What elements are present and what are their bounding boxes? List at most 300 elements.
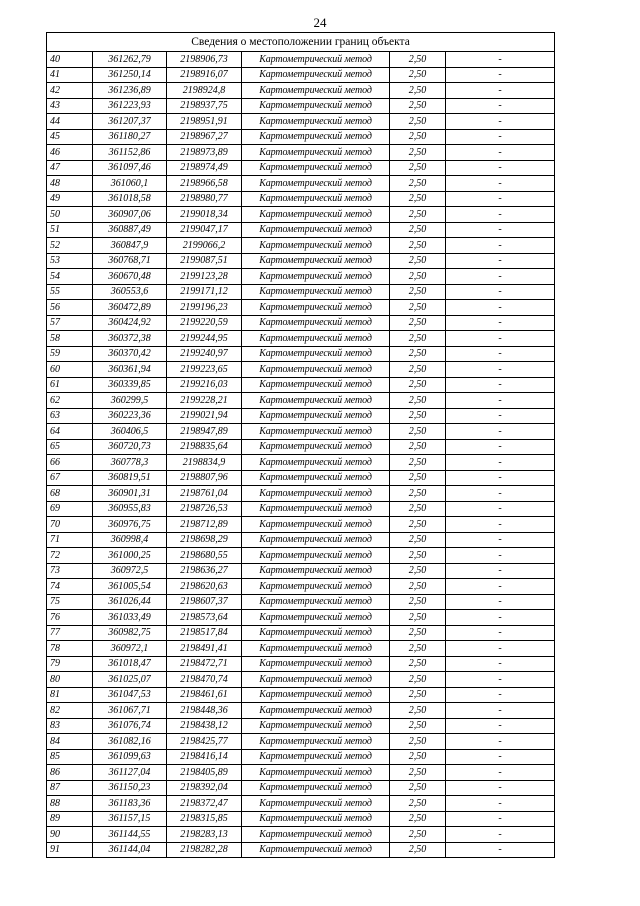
method-cell: Картометрический метод xyxy=(242,284,390,300)
x-coordinate-cell: 361097,46 xyxy=(93,160,167,176)
table-row xyxy=(47,315,555,331)
accuracy-cell: 2,50 xyxy=(390,718,446,734)
x-coordinate-cell: 360847,9 xyxy=(93,238,167,254)
point-number-cell: 85 xyxy=(47,749,93,765)
x-coordinate-cell: 360670,48 xyxy=(93,269,167,285)
description-cell: - xyxy=(446,517,555,533)
x-coordinate-cell: 361076,74 xyxy=(93,718,167,734)
x-coordinate-cell: 361018,47 xyxy=(93,656,167,672)
x-coordinate-cell: 360223,36 xyxy=(93,408,167,424)
point-number-cell: 83 xyxy=(47,718,93,734)
description-cell: - xyxy=(446,377,555,393)
table-row xyxy=(47,331,555,347)
method-cell: Картометрический метод xyxy=(242,501,390,517)
point-number-cell: 46 xyxy=(47,145,93,161)
y-coordinate-cell: 2198282,28 xyxy=(167,842,242,858)
x-coordinate-cell: 360339,85 xyxy=(93,377,167,393)
description-cell: - xyxy=(446,594,555,610)
table-row xyxy=(47,284,555,300)
description-cell: - xyxy=(446,734,555,750)
description-cell: - xyxy=(446,331,555,347)
point-number-cell: 81 xyxy=(47,687,93,703)
method-cell: Картометрический метод xyxy=(242,67,390,83)
description-cell: - xyxy=(446,145,555,161)
table-row xyxy=(47,52,555,68)
method-cell: Картометрический метод xyxy=(242,672,390,688)
table-row xyxy=(47,796,555,812)
description-cell: - xyxy=(446,656,555,672)
y-coordinate-cell: 2198726,53 xyxy=(167,501,242,517)
x-coordinate-cell: 361152,86 xyxy=(93,145,167,161)
table-row xyxy=(47,625,555,641)
description-cell: - xyxy=(446,641,555,657)
y-coordinate-cell: 2199196,23 xyxy=(167,300,242,316)
accuracy-cell: 2,50 xyxy=(390,765,446,781)
description-cell: - xyxy=(446,408,555,424)
method-cell: Картометрический метод xyxy=(242,842,390,858)
accuracy-cell: 2,50 xyxy=(390,827,446,843)
accuracy-cell: 2,50 xyxy=(390,176,446,192)
x-coordinate-cell: 360901,31 xyxy=(93,486,167,502)
y-coordinate-cell: 2198807,96 xyxy=(167,470,242,486)
accuracy-cell: 2,50 xyxy=(390,393,446,409)
point-number-cell: 63 xyxy=(47,408,93,424)
y-coordinate-cell: 2198315,85 xyxy=(167,811,242,827)
description-cell: - xyxy=(446,238,555,254)
x-coordinate-cell: 360372,38 xyxy=(93,331,167,347)
y-coordinate-cell: 2198980,77 xyxy=(167,191,242,207)
x-coordinate-cell: 360553,6 xyxy=(93,284,167,300)
y-coordinate-cell: 2198620,63 xyxy=(167,579,242,595)
x-coordinate-cell: 360299,5 xyxy=(93,393,167,409)
method-cell: Картометрический метод xyxy=(242,377,390,393)
point-number-cell: 89 xyxy=(47,811,93,827)
point-number-cell: 80 xyxy=(47,672,93,688)
method-cell: Картометрический метод xyxy=(242,517,390,533)
point-number-cell: 44 xyxy=(47,114,93,130)
point-number-cell: 88 xyxy=(47,796,93,812)
method-cell: Картометрический метод xyxy=(242,176,390,192)
y-coordinate-cell: 2198472,71 xyxy=(167,656,242,672)
table-row xyxy=(47,842,555,858)
table-row xyxy=(47,145,555,161)
table-row xyxy=(47,238,555,254)
accuracy-cell: 2,50 xyxy=(390,83,446,99)
table-row xyxy=(47,393,555,409)
table-row xyxy=(47,687,555,703)
table-row xyxy=(47,129,555,145)
x-coordinate-cell: 361262,79 xyxy=(93,52,167,68)
table-row xyxy=(47,346,555,362)
x-coordinate-cell: 361180,27 xyxy=(93,129,167,145)
x-coordinate-cell: 361144,04 xyxy=(93,842,167,858)
accuracy-cell: 2,50 xyxy=(390,610,446,626)
accuracy-cell: 2,50 xyxy=(390,749,446,765)
table-row xyxy=(47,579,555,595)
method-cell: Картометрический метод xyxy=(242,346,390,362)
description-cell: - xyxy=(446,687,555,703)
table-row xyxy=(47,703,555,719)
x-coordinate-cell: 361127,04 xyxy=(93,765,167,781)
accuracy-cell: 2,50 xyxy=(390,796,446,812)
description-cell: - xyxy=(446,315,555,331)
table-row xyxy=(47,610,555,626)
point-number-cell: 43 xyxy=(47,98,93,114)
table-row xyxy=(47,672,555,688)
description-cell: - xyxy=(446,160,555,176)
x-coordinate-cell: 360406,5 xyxy=(93,424,167,440)
description-cell: - xyxy=(446,610,555,626)
description-cell: - xyxy=(446,114,555,130)
point-number-cell: 74 xyxy=(47,579,93,595)
x-coordinate-cell: 360907,06 xyxy=(93,207,167,223)
table-row xyxy=(47,67,555,83)
method-cell: Картометрический метод xyxy=(242,703,390,719)
y-coordinate-cell: 2198947,89 xyxy=(167,424,242,440)
accuracy-cell: 2,50 xyxy=(390,114,446,130)
y-coordinate-cell: 2199240,97 xyxy=(167,346,242,362)
point-number-cell: 49 xyxy=(47,191,93,207)
method-cell: Картометрический метод xyxy=(242,331,390,347)
table-row xyxy=(47,362,555,378)
x-coordinate-cell: 361236,89 xyxy=(93,83,167,99)
accuracy-cell: 2,50 xyxy=(390,67,446,83)
description-cell: - xyxy=(446,796,555,812)
accuracy-cell: 2,50 xyxy=(390,284,446,300)
table-row xyxy=(47,207,555,223)
point-number-cell: 70 xyxy=(47,517,93,533)
table-row xyxy=(47,408,555,424)
point-number-cell: 50 xyxy=(47,207,93,223)
x-coordinate-cell: 360982,75 xyxy=(93,625,167,641)
method-cell: Картометрический метод xyxy=(242,563,390,579)
accuracy-cell: 2,50 xyxy=(390,734,446,750)
table-row xyxy=(47,470,555,486)
method-cell: Картометрический метод xyxy=(242,300,390,316)
method-cell: Картометрический метод xyxy=(242,222,390,238)
x-coordinate-cell: 361067,71 xyxy=(93,703,167,719)
x-coordinate-cell: 361060,1 xyxy=(93,176,167,192)
point-number-cell: 64 xyxy=(47,424,93,440)
table-row xyxy=(47,656,555,672)
description-cell: - xyxy=(446,579,555,595)
description-cell: - xyxy=(446,98,555,114)
accuracy-cell: 2,50 xyxy=(390,160,446,176)
description-cell: - xyxy=(446,362,555,378)
table-row xyxy=(47,424,555,440)
x-coordinate-cell: 360972,5 xyxy=(93,563,167,579)
table-row xyxy=(47,83,555,99)
method-cell: Картометрический метод xyxy=(242,594,390,610)
accuracy-cell: 2,50 xyxy=(390,625,446,641)
x-coordinate-cell: 360819,51 xyxy=(93,470,167,486)
point-number-cell: 87 xyxy=(47,780,93,796)
accuracy-cell: 2,50 xyxy=(390,191,446,207)
description-cell: - xyxy=(446,842,555,858)
description-cell: - xyxy=(446,811,555,827)
point-number-cell: 61 xyxy=(47,377,93,393)
accuracy-cell: 2,50 xyxy=(390,315,446,331)
description-cell: - xyxy=(446,207,555,223)
boundary-coordinates-table xyxy=(46,32,555,858)
method-cell: Картометрический метод xyxy=(242,641,390,657)
x-coordinate-cell: 360998,4 xyxy=(93,532,167,548)
y-coordinate-cell: 2198438,12 xyxy=(167,718,242,734)
x-coordinate-cell: 360370,42 xyxy=(93,346,167,362)
accuracy-cell: 2,50 xyxy=(390,222,446,238)
table-row xyxy=(47,377,555,393)
description-cell: - xyxy=(446,176,555,192)
y-coordinate-cell: 2198974,49 xyxy=(167,160,242,176)
point-number-cell: 57 xyxy=(47,315,93,331)
method-cell: Картометрический метод xyxy=(242,253,390,269)
y-coordinate-cell: 2198448,36 xyxy=(167,703,242,719)
table-row xyxy=(47,222,555,238)
method-cell: Картометрический метод xyxy=(242,129,390,145)
point-number-cell: 72 xyxy=(47,548,93,564)
method-cell: Картометрический метод xyxy=(242,439,390,455)
y-coordinate-cell: 2199087,51 xyxy=(167,253,242,269)
accuracy-cell: 2,50 xyxy=(390,501,446,517)
table-body xyxy=(47,52,555,858)
point-number-cell: 40 xyxy=(47,52,93,68)
y-coordinate-cell: 2198966,58 xyxy=(167,176,242,192)
accuracy-cell: 2,50 xyxy=(390,579,446,595)
description-cell: - xyxy=(446,780,555,796)
method-cell: Картометрический метод xyxy=(242,796,390,812)
y-coordinate-cell: 2198607,37 xyxy=(167,594,242,610)
description-cell: - xyxy=(446,346,555,362)
table-row xyxy=(47,114,555,130)
y-coordinate-cell: 2198573,64 xyxy=(167,610,242,626)
table-row xyxy=(47,734,555,750)
x-coordinate-cell: 361207,37 xyxy=(93,114,167,130)
y-coordinate-cell: 2199066,2 xyxy=(167,238,242,254)
accuracy-cell: 2,50 xyxy=(390,207,446,223)
point-number-cell: 82 xyxy=(47,703,93,719)
table-row xyxy=(47,269,555,285)
method-cell: Картометрический метод xyxy=(242,718,390,734)
description-cell: - xyxy=(446,718,555,734)
point-number-cell: 48 xyxy=(47,176,93,192)
method-cell: Картометрический метод xyxy=(242,408,390,424)
y-coordinate-cell: 2198973,89 xyxy=(167,145,242,161)
table-row xyxy=(47,455,555,471)
accuracy-cell: 2,50 xyxy=(390,377,446,393)
method-cell: Картометрический метод xyxy=(242,160,390,176)
x-coordinate-cell: 361082,16 xyxy=(93,734,167,750)
accuracy-cell: 2,50 xyxy=(390,145,446,161)
description-cell: - xyxy=(446,486,555,502)
description-cell: - xyxy=(446,532,555,548)
x-coordinate-cell: 361000,25 xyxy=(93,548,167,564)
table-row xyxy=(47,563,555,579)
method-cell: Картометрический метод xyxy=(242,579,390,595)
table-row xyxy=(47,253,555,269)
x-coordinate-cell: 360955,83 xyxy=(93,501,167,517)
y-coordinate-cell: 2199171,12 xyxy=(167,284,242,300)
accuracy-cell: 2,50 xyxy=(390,98,446,114)
x-coordinate-cell: 361026,44 xyxy=(93,594,167,610)
table-row xyxy=(47,517,555,533)
point-number-cell: 47 xyxy=(47,160,93,176)
accuracy-cell: 2,50 xyxy=(390,842,446,858)
description-cell: - xyxy=(446,393,555,409)
y-coordinate-cell: 2198283,13 xyxy=(167,827,242,843)
method-cell: Картометрический метод xyxy=(242,749,390,765)
y-coordinate-cell: 2198425,77 xyxy=(167,734,242,750)
method-cell: Картометрический метод xyxy=(242,656,390,672)
description-cell: - xyxy=(446,300,555,316)
accuracy-cell: 2,50 xyxy=(390,672,446,688)
method-cell: Картометрический метод xyxy=(242,191,390,207)
x-coordinate-cell: 361099,63 xyxy=(93,749,167,765)
point-number-cell: 91 xyxy=(47,842,93,858)
x-coordinate-cell: 360972,1 xyxy=(93,641,167,657)
table-row xyxy=(47,641,555,657)
description-cell: - xyxy=(446,52,555,68)
description-cell: - xyxy=(446,222,555,238)
x-coordinate-cell: 361144,55 xyxy=(93,827,167,843)
description-cell: - xyxy=(446,269,555,285)
table-title: Сведения о местоположении границ объекта xyxy=(47,33,555,52)
method-cell: Картометрический метод xyxy=(242,470,390,486)
table-row xyxy=(47,176,555,192)
y-coordinate-cell: 2199047,17 xyxy=(167,222,242,238)
method-cell: Картометрический метод xyxy=(242,765,390,781)
x-coordinate-cell: 360768,71 xyxy=(93,253,167,269)
table-row xyxy=(47,827,555,843)
description-cell: - xyxy=(446,67,555,83)
y-coordinate-cell: 2198951,91 xyxy=(167,114,242,130)
method-cell: Картометрический метод xyxy=(242,811,390,827)
x-coordinate-cell: 360472,89 xyxy=(93,300,167,316)
table-row xyxy=(47,548,555,564)
y-coordinate-cell: 2198405,89 xyxy=(167,765,242,781)
table-row xyxy=(47,300,555,316)
point-number-cell: 77 xyxy=(47,625,93,641)
point-number-cell: 66 xyxy=(47,455,93,471)
y-coordinate-cell: 2198924,8 xyxy=(167,83,242,99)
accuracy-cell: 2,50 xyxy=(390,52,446,68)
method-cell: Картометрический метод xyxy=(242,114,390,130)
accuracy-cell: 2,50 xyxy=(390,253,446,269)
table-row xyxy=(47,501,555,517)
point-number-cell: 52 xyxy=(47,238,93,254)
point-number-cell: 51 xyxy=(47,222,93,238)
y-coordinate-cell: 2198680,55 xyxy=(167,548,242,564)
x-coordinate-cell: 360361,94 xyxy=(93,362,167,378)
method-cell: Картометрический метод xyxy=(242,315,390,331)
table-row xyxy=(47,532,555,548)
y-coordinate-cell: 2198835,64 xyxy=(167,439,242,455)
table-row xyxy=(47,594,555,610)
x-coordinate-cell: 360424,92 xyxy=(93,315,167,331)
y-coordinate-cell: 2198517,84 xyxy=(167,625,242,641)
accuracy-cell: 2,50 xyxy=(390,563,446,579)
x-coordinate-cell: 361047,53 xyxy=(93,687,167,703)
table-row xyxy=(47,191,555,207)
table-row xyxy=(47,780,555,796)
accuracy-cell: 2,50 xyxy=(390,362,446,378)
page-number: 24 xyxy=(313,15,327,30)
point-number-cell: 62 xyxy=(47,393,93,409)
table-row xyxy=(47,486,555,502)
method-cell: Картометрический метод xyxy=(242,207,390,223)
description-cell: - xyxy=(446,439,555,455)
table-row xyxy=(47,439,555,455)
point-number-cell: 78 xyxy=(47,641,93,657)
x-coordinate-cell: 361157,15 xyxy=(93,811,167,827)
y-coordinate-cell: 2198416,14 xyxy=(167,749,242,765)
accuracy-cell: 2,50 xyxy=(390,129,446,145)
x-coordinate-cell: 361025,07 xyxy=(93,672,167,688)
accuracy-cell: 2,50 xyxy=(390,455,446,471)
method-cell: Картометрический метод xyxy=(242,393,390,409)
x-coordinate-cell: 361250,14 xyxy=(93,67,167,83)
y-coordinate-cell: 2199220,59 xyxy=(167,315,242,331)
y-coordinate-cell: 2199216,03 xyxy=(167,377,242,393)
accuracy-cell: 2,50 xyxy=(390,517,446,533)
description-cell: - xyxy=(446,284,555,300)
accuracy-cell: 2,50 xyxy=(390,486,446,502)
description-cell: - xyxy=(446,129,555,145)
description-cell: - xyxy=(446,765,555,781)
y-coordinate-cell: 2198470,74 xyxy=(167,672,242,688)
method-cell: Картометрический метод xyxy=(242,362,390,378)
method-cell: Картометрический метод xyxy=(242,269,390,285)
method-cell: Картометрический метод xyxy=(242,548,390,564)
method-cell: Картометрический метод xyxy=(242,424,390,440)
y-coordinate-cell: 2198916,07 xyxy=(167,67,242,83)
accuracy-cell: 2,50 xyxy=(390,439,446,455)
y-coordinate-cell: 2198491,41 xyxy=(167,641,242,657)
table-row xyxy=(47,718,555,734)
y-coordinate-cell: 2198372,47 xyxy=(167,796,242,812)
table-row xyxy=(47,160,555,176)
method-cell: Картометрический метод xyxy=(242,486,390,502)
point-number-cell: 45 xyxy=(47,129,93,145)
x-coordinate-cell: 360887,49 xyxy=(93,222,167,238)
description-cell: - xyxy=(446,703,555,719)
description-cell: - xyxy=(446,424,555,440)
point-number-cell: 90 xyxy=(47,827,93,843)
point-number-cell: 59 xyxy=(47,346,93,362)
y-coordinate-cell: 2198761,04 xyxy=(167,486,242,502)
point-number-cell: 54 xyxy=(47,269,93,285)
x-coordinate-cell: 361223,93 xyxy=(93,98,167,114)
accuracy-cell: 2,50 xyxy=(390,548,446,564)
y-coordinate-cell: 2198712,89 xyxy=(167,517,242,533)
accuracy-cell: 2,50 xyxy=(390,346,446,362)
x-coordinate-cell: 360976,75 xyxy=(93,517,167,533)
description-cell: - xyxy=(446,563,555,579)
point-number-cell: 86 xyxy=(47,765,93,781)
accuracy-cell: 2,50 xyxy=(390,532,446,548)
x-coordinate-cell: 360778,3 xyxy=(93,455,167,471)
accuracy-cell: 2,50 xyxy=(390,780,446,796)
method-cell: Картометрический метод xyxy=(242,780,390,796)
method-cell: Картометрический метод xyxy=(242,827,390,843)
point-number-cell: 67 xyxy=(47,470,93,486)
y-coordinate-cell: 2198636,27 xyxy=(167,563,242,579)
y-coordinate-cell: 2199018,34 xyxy=(167,207,242,223)
x-coordinate-cell: 361018,58 xyxy=(93,191,167,207)
x-coordinate-cell: 361033,49 xyxy=(93,610,167,626)
point-number-cell: 55 xyxy=(47,284,93,300)
method-cell: Картометрический метод xyxy=(242,52,390,68)
x-coordinate-cell: 361150,23 xyxy=(93,780,167,796)
